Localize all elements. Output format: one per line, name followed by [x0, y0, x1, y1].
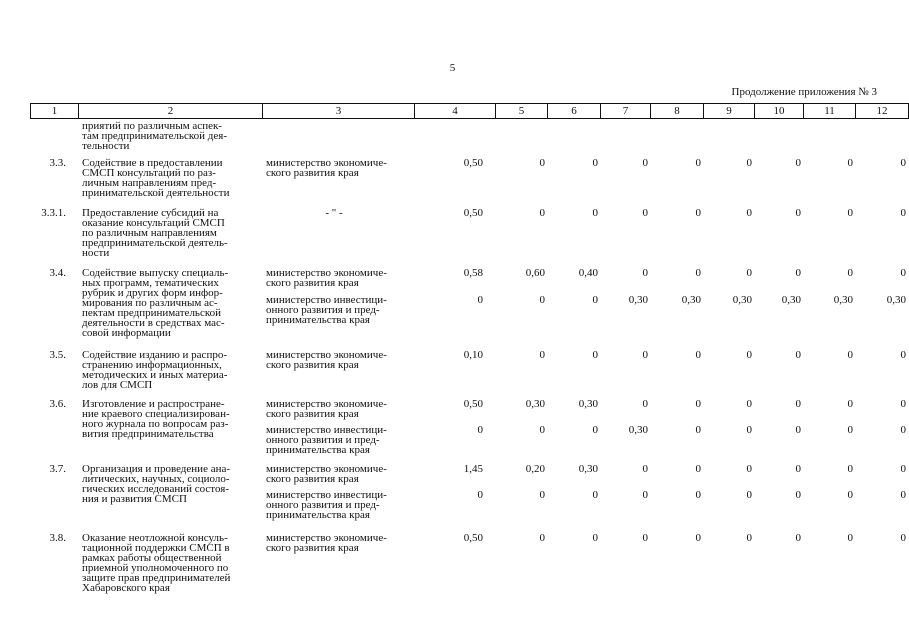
- row-number: 3.3.: [49, 157, 66, 169]
- description-line: там предпринимательской дея-: [82, 130, 227, 142]
- funding-line: [262, 399, 908, 419]
- value-cell-col-4: 0,10: [463, 349, 483, 361]
- value-cell-col-7: 0: [642, 157, 648, 169]
- funding-line: [262, 208, 908, 218]
- description-line: тельности: [82, 140, 130, 152]
- row-description: [78, 533, 262, 593]
- ministry-line: министерство экономиче-: [266, 463, 387, 475]
- description-line: по различным направлениям: [82, 227, 217, 239]
- responsible-ministry: [262, 295, 406, 325]
- ministry-line: министерство экономиче-: [266, 267, 387, 279]
- ministry-line: принимательства края: [266, 444, 370, 456]
- header-cell: 7: [601, 104, 651, 119]
- responsible-ministry: [262, 350, 406, 370]
- value-cell-col-4: 0,50: [463, 157, 483, 169]
- value-cell-col-12: 0: [900, 267, 906, 279]
- value-cell-col-10: 0: [795, 532, 801, 544]
- description-line: ние краевого специализирован-: [82, 408, 230, 420]
- value-cell-col-12: 0: [900, 398, 906, 410]
- value-cell-col-6: 0: [592, 489, 598, 501]
- header-cell: 5: [496, 104, 548, 119]
- ministry-line: ского развития края: [266, 542, 359, 554]
- value-cell-col-5: 0: [539, 532, 545, 544]
- header-cell: 2: [79, 104, 263, 119]
- description-line: личным направлениям пред-: [82, 177, 217, 189]
- row-description: [78, 208, 262, 258]
- funding-line: [262, 490, 908, 520]
- value-cell-col-10: 0: [795, 463, 801, 475]
- description-line: совой информации: [82, 327, 171, 339]
- value-cell-col-10: 0: [795, 267, 801, 279]
- description-line: мирования по различным ас-: [82, 297, 218, 309]
- value-cell-col-5: 0: [539, 157, 545, 169]
- header-cell: 11: [804, 104, 856, 119]
- value-cell-col-7: 0: [642, 489, 648, 501]
- ministry-line: ского развития края: [266, 473, 359, 485]
- funding-line: [262, 268, 908, 288]
- value-cell-col-8: 0: [695, 532, 701, 544]
- value-cell-col-11: 0,30: [833, 294, 853, 306]
- description-line: гических исследований состоя-: [82, 483, 229, 495]
- value-cell-col-8: 0: [695, 424, 701, 436]
- value-cell-col-4: 0: [477, 294, 483, 306]
- value-cell-col-9: 0: [746, 489, 752, 501]
- ministry-line: принимательства края: [266, 314, 370, 326]
- value-cell-col-9: 0: [746, 349, 752, 361]
- description-line: тационной поддержки СМСП в: [82, 542, 230, 554]
- value-cell-col-11: 0: [847, 398, 853, 410]
- value-cell-col-5: 0: [539, 424, 545, 436]
- row-number: 3.6.: [49, 398, 66, 410]
- header-cell: 3: [263, 104, 415, 119]
- value-cell-col-4: 0,50: [463, 532, 483, 544]
- value-cell-col-9: 0: [746, 463, 752, 475]
- description-line: Предоставление субсидий на: [82, 207, 219, 219]
- description-line: предпринимательской деятель-: [82, 237, 228, 249]
- value-cell-col-10: 0: [795, 489, 801, 501]
- value-cell-col-6: 0: [592, 207, 598, 219]
- value-cell-col-6: 0,30: [578, 463, 598, 475]
- header-cell: 12: [856, 104, 909, 119]
- value-cell-col-11: 0: [847, 267, 853, 279]
- value-cell-col-7: 0: [642, 267, 648, 279]
- ministry-line: министерство экономиче-: [266, 157, 387, 169]
- row-description: [78, 268, 262, 338]
- value-cell-col-11: 0: [847, 424, 853, 436]
- value-cell-col-12: 0: [900, 157, 906, 169]
- value-cell-col-5: 0,30: [525, 398, 545, 410]
- value-cell-col-10: 0: [795, 157, 801, 169]
- responsible-ministry: [262, 533, 406, 553]
- row-number: 3.8.: [49, 532, 66, 544]
- value-cell-col-4: 0,58: [463, 267, 483, 279]
- value-cell-col-4: 0: [477, 424, 483, 436]
- header-cell: 9: [704, 104, 755, 119]
- value-cell-col-12: 0: [900, 207, 906, 219]
- ministry-line: онного развития и пред-: [266, 304, 380, 316]
- ministry-line: министерство экономиче-: [266, 398, 387, 410]
- row-number: 3.7.: [49, 463, 66, 475]
- description-line: Оказание неотложной консуль-: [82, 532, 228, 544]
- ministry-line: онного развития и пред-: [266, 434, 380, 446]
- value-cell-col-6: 0: [592, 532, 598, 544]
- value-cell-col-11: 0: [847, 489, 853, 501]
- ministry-line: ского развития края: [266, 359, 359, 371]
- page-number: 5: [449, 62, 456, 74]
- description-line: рубрик и других форм инфор-: [82, 287, 223, 299]
- appendix-continuation-label: Продолжение приложения № 3: [731, 86, 877, 98]
- value-cell-col-8: 0: [695, 267, 701, 279]
- value-cell-col-10: 0: [795, 349, 801, 361]
- value-cell-col-10: 0: [795, 398, 801, 410]
- value-cell-col-6: 0: [592, 294, 598, 306]
- description-line: деятельности в средствах мас-: [82, 317, 225, 329]
- value-cell-col-11: 0: [847, 349, 853, 361]
- value-cell-col-8: 0: [695, 463, 701, 475]
- value-cell-col-6: 0: [592, 424, 598, 436]
- description-line: ных программ, тематических: [82, 277, 219, 289]
- description-line: Содействие изданию и распро-: [82, 349, 227, 361]
- description-line: Изготовление и распростране-: [82, 398, 225, 410]
- responsible-ministry: [262, 399, 406, 419]
- value-cell-col-7: 0: [642, 463, 648, 475]
- description-line: методических и иных материа-: [82, 369, 228, 381]
- value-cell-col-8: 0: [695, 349, 701, 361]
- funding-line: [262, 158, 908, 178]
- value-cell-col-6: 0: [592, 349, 598, 361]
- responsible-ministry: [262, 464, 406, 484]
- value-cell-col-8: 0,30: [681, 294, 701, 306]
- value-cell-col-9: 0: [746, 398, 752, 410]
- value-cell-col-7: 0: [642, 207, 648, 219]
- row-description: [78, 158, 262, 198]
- value-cell-col-4: 0,50: [463, 207, 483, 219]
- funding-line: [262, 350, 908, 370]
- row-description: [78, 121, 262, 151]
- ministry-line: ского развития края: [266, 167, 359, 179]
- value-cell-col-9: 0: [746, 157, 752, 169]
- ministry-line: онного развития и пред-: [266, 499, 380, 511]
- value-cell-col-4: 0,50: [463, 398, 483, 410]
- description-line: СМСП консультаций по раз-: [82, 167, 216, 179]
- value-cell-col-12: 0,30: [886, 294, 906, 306]
- value-cell-col-7: 0: [642, 532, 648, 544]
- ministry-line: министерство инвестици-: [266, 294, 387, 306]
- value-cell-col-9: 0: [746, 532, 752, 544]
- row-description: [78, 399, 262, 439]
- description-line: рамках работы общественной: [82, 552, 222, 564]
- description-line: Хабаровского края: [82, 582, 170, 594]
- funding-line: [262, 533, 908, 553]
- funding-line: [262, 464, 908, 484]
- responsible-ministry: [262, 268, 406, 288]
- value-cell-col-5: 0: [539, 489, 545, 501]
- value-cell-col-5: 0: [539, 207, 545, 219]
- value-cell-col-10: 0: [795, 207, 801, 219]
- description-line: Содействие в предоставлении: [82, 157, 223, 169]
- row-number: 3.5.: [49, 349, 66, 361]
- header-cell: 6: [548, 104, 601, 119]
- header-cell: 8: [651, 104, 704, 119]
- ministry-line: министерство экономиче-: [266, 532, 387, 544]
- description-line: защите прав предпринимателей: [82, 572, 231, 584]
- description-line: принимательской деятельности: [82, 187, 230, 199]
- value-cell-col-5: 0: [539, 294, 545, 306]
- value-cell-col-5: 0: [539, 349, 545, 361]
- header-cell: 10: [755, 104, 804, 119]
- row-number: 3.4.: [49, 267, 66, 279]
- value-cell-col-8: 0: [695, 157, 701, 169]
- description-line: оказание консультаций СМСП: [82, 217, 225, 229]
- description-line: приятий по различным аспек-: [82, 120, 222, 132]
- responsible-ministry: [262, 158, 406, 178]
- value-cell-col-12: 0: [900, 489, 906, 501]
- value-cell-col-5: 0,20: [525, 463, 545, 475]
- value-cell-col-4: 1,45: [463, 463, 483, 475]
- row-number: 3.3.1.: [41, 207, 66, 219]
- value-cell-col-11: 0: [847, 463, 853, 475]
- value-cell-col-9: 0: [746, 267, 752, 279]
- value-cell-col-6: 0,30: [578, 398, 598, 410]
- description-line: Организация и проведение ана-: [82, 463, 231, 475]
- value-cell-col-12: 0: [900, 424, 906, 436]
- description-line: ного журнала по вопросам раз-: [82, 418, 229, 430]
- value-cell-col-11: 0: [847, 207, 853, 219]
- value-cell-col-8: 0: [695, 398, 701, 410]
- ministry-line: министерство экономиче-: [266, 349, 387, 361]
- ministry-line: ского развития края: [266, 408, 359, 420]
- value-cell-col-7: 0,30: [628, 424, 648, 436]
- description-line: Содействие выпуску специаль-: [82, 267, 229, 279]
- description-line: приемной уполномоченного по: [82, 562, 229, 574]
- funding-line: [262, 295, 908, 325]
- value-cell-col-9: 0,30: [732, 294, 752, 306]
- ministry-line: министерство инвестици-: [266, 489, 387, 501]
- value-cell-col-4: 0: [477, 489, 483, 501]
- value-cell-col-12: 0: [900, 463, 906, 475]
- ministry-line: - " -: [325, 207, 343, 219]
- value-cell-col-9: 0: [746, 424, 752, 436]
- value-cell-col-8: 0: [695, 489, 701, 501]
- value-cell-col-5: 0,60: [525, 267, 545, 279]
- value-cell-col-12: 0: [900, 349, 906, 361]
- description-line: странению информационных,: [82, 359, 222, 371]
- value-cell-col-7: 0,30: [628, 294, 648, 306]
- funding-line: [262, 425, 908, 455]
- responsible-ministry: [262, 208, 406, 218]
- value-cell-col-8: 0: [695, 207, 701, 219]
- value-cell-col-6: 0: [592, 157, 598, 169]
- value-cell-col-11: 0: [847, 157, 853, 169]
- ministry-line: министерство инвестици-: [266, 424, 387, 436]
- column-number-header: [30, 103, 909, 119]
- row-description: [78, 464, 262, 504]
- description-line: лов для СМСП: [82, 379, 153, 391]
- value-cell-col-6: 0,40: [578, 267, 598, 279]
- row-description: [78, 350, 262, 390]
- value-cell-col-7: 0: [642, 349, 648, 361]
- header-cell: 4: [415, 104, 496, 119]
- value-cell-col-10: 0,30: [781, 294, 801, 306]
- description-line: пектам предпринимательской: [82, 307, 222, 319]
- value-cell-col-10: 0: [795, 424, 801, 436]
- ministry-line: ского развития края: [266, 277, 359, 289]
- description-line: ности: [82, 247, 110, 259]
- responsible-ministry: [262, 425, 406, 455]
- description-line: вития предпринимательства: [82, 428, 214, 440]
- description-line: ния и развития СМСП: [82, 493, 187, 505]
- value-cell-col-11: 0: [847, 532, 853, 544]
- ministry-line: принимательства края: [266, 509, 370, 521]
- value-cell-col-7: 0: [642, 398, 648, 410]
- value-cell-col-12: 0: [900, 532, 906, 544]
- value-cell-col-9: 0: [746, 207, 752, 219]
- description-line: литических, научных, социоло-: [82, 473, 230, 485]
- header-cell: 1: [31, 104, 79, 119]
- responsible-ministry: [262, 490, 406, 520]
